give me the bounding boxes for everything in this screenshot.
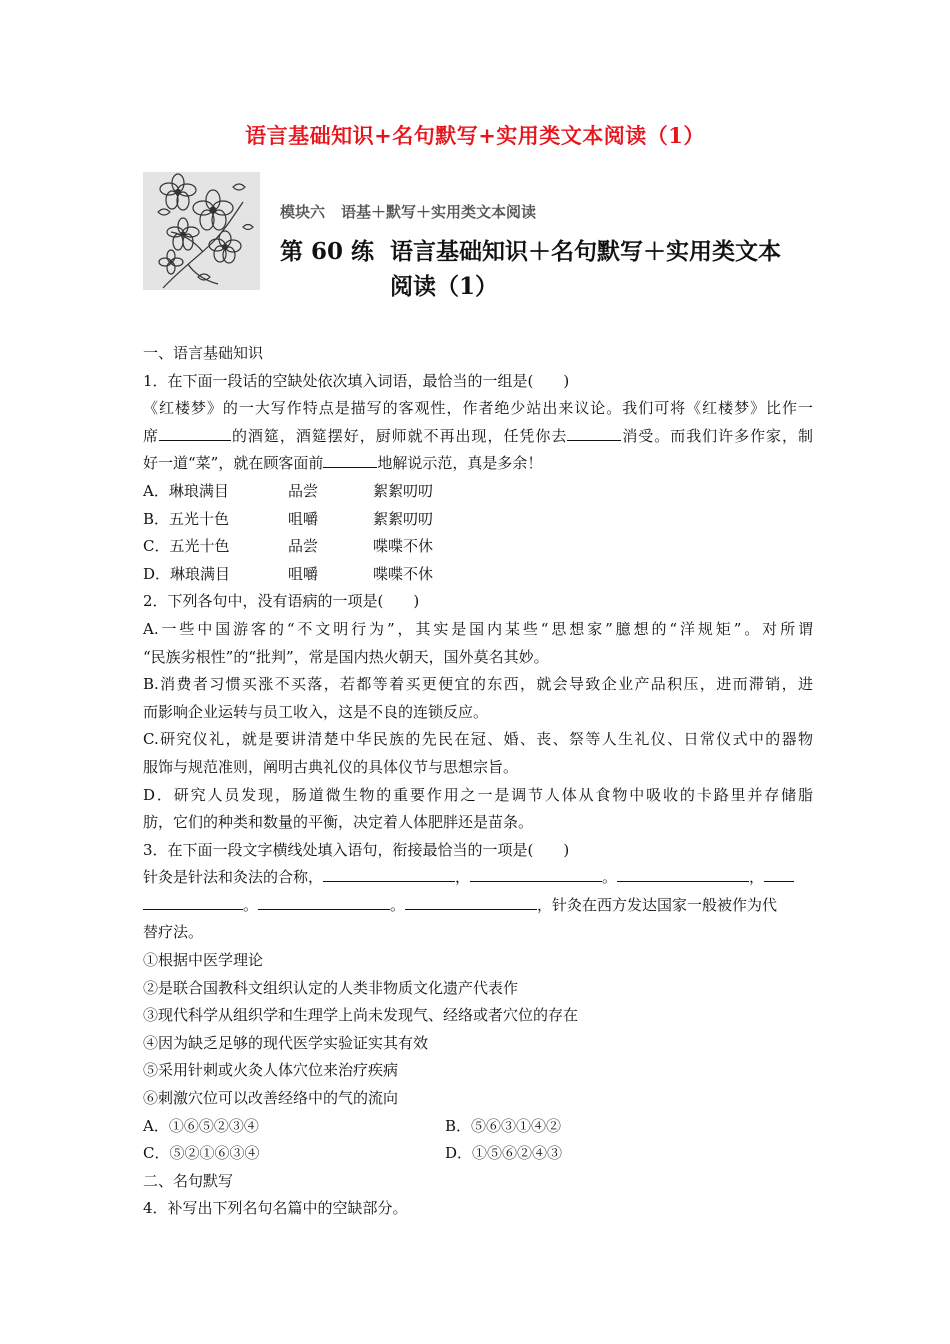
passage-text: 地解说示范，真是多余！	[377, 454, 543, 473]
option-word: 咀嚼	[288, 509, 319, 528]
statement-item: ③现代科学从组织学和生理学上尚未发现气、经络或者穴位的存在	[143, 1006, 579, 1025]
option-d-continued: 肪，它们的种类和数量的平衡，决定着人体肥胖还是苗条。	[143, 813, 534, 832]
option-a: A．①⑥⑤②③④	[143, 1116, 259, 1135]
answer-blank	[323, 865, 455, 882]
statement-item: ①根据中医学理论	[143, 951, 264, 970]
option-b: B．五光十色	[143, 509, 230, 528]
option-b: B．⑤⑥③①④②	[445, 1116, 562, 1135]
answer-blank	[764, 865, 794, 882]
answer-blank	[567, 424, 621, 441]
option-d: D．①⑤⑥②④③	[445, 1144, 563, 1163]
option-row	[143, 1140, 813, 1168]
option-row	[143, 533, 813, 561]
option-row	[143, 561, 813, 589]
option-row	[143, 1113, 813, 1141]
option-c: C．五光十色	[143, 537, 230, 556]
option-c: C.研究仪礼，就是要讲清楚中华民族的先民在冠、婚、丧、祭等人生礼仪、日常仪式中的器物	[143, 730, 813, 749]
passage-text: 席	[143, 426, 159, 445]
lesson-heading	[280, 233, 781, 266]
lesson-title-continued: 阅读（1）	[390, 273, 499, 300]
answer-blank	[405, 893, 537, 910]
option-word: 喋喋不休	[373, 564, 434, 583]
option-word: 喋喋不休	[373, 537, 434, 556]
answer-blank	[258, 893, 390, 910]
module-topic: 语基＋默写＋实用类文本阅读	[341, 203, 537, 221]
passage-line	[143, 450, 813, 478]
module-label	[280, 201, 552, 222]
option-word: 咀嚼	[288, 564, 319, 583]
question-stem: 4．补写出下列名句名篇中的空缺部分。	[143, 1199, 408, 1218]
option-row	[143, 506, 813, 534]
question-stem: 3．在下面一段文字横线处填入语句，衔接最恰当的一项是( )	[143, 840, 570, 859]
option-d: D．琳琅满目	[143, 564, 231, 583]
answer-blank	[159, 424, 231, 441]
passage-line	[143, 423, 813, 451]
module-number: 模块六	[280, 203, 326, 221]
option-row	[143, 478, 813, 506]
statement-item: ⑤采用针刺或火灸人体穴位来治疗疾病	[143, 1061, 399, 1080]
option-a: A．琳琅满目	[143, 481, 229, 500]
option-c-continued: 服饰与规范准则，阐明古典礼仪的具体仪节与思想宗旨。	[143, 757, 519, 776]
passage-line: 替疗法。	[143, 923, 204, 942]
answer-blank	[143, 893, 243, 910]
question-stem: 2．下列各句中，没有语病的一项是( )	[143, 592, 420, 611]
plum-blossom-illustration	[143, 172, 260, 290]
section-heading: 一、语言基础知识	[143, 344, 264, 362]
option-b: B.消费者习惯买涨不买落，若都等着买更便宜的东西，就会导致企业产品积压，进而滞销，进	[143, 675, 813, 694]
option-word: 絮絮叨叨	[373, 481, 434, 500]
passage-line: 。 。 ，针灸在西方发达国家一般被作为代	[143, 892, 813, 920]
passage-text: 的酒筵，酒筵摆好，厨师就不再出现，任凭你去	[230, 426, 568, 445]
statement-item: ⑥刺激穴位可以改善经络中的气的流向	[143, 1089, 399, 1108]
lesson-title: 语言基础知识＋名句默写＋实用类文本	[390, 238, 781, 265]
option-a-continued: “民族劣根性”的“批判”，常是国内热火朝天，国外莫名其妙。	[143, 647, 549, 666]
statement-item: ④因为缺乏足够的现代医学实验证实其有效	[143, 1033, 429, 1052]
option-b-continued: 而影响企业运转与员工收入，这是不良的连锁反应。	[143, 702, 489, 721]
option-word: 品尝	[288, 537, 319, 556]
section-heading: 二、名句默写	[143, 1171, 234, 1190]
option-d: D．研究人员发现，肠道微生物的重要作用之一是调节人体从食物中吸收的卡路里并存储脂	[143, 785, 813, 804]
exercise-content	[143, 340, 813, 1223]
answer-blank	[323, 451, 377, 468]
passage-text: 好一道“菜”，就在顾客面前	[143, 454, 324, 473]
answer-blank	[470, 865, 602, 882]
passage-line: 针灸是针法和灸法的合称， ， 。 ，	[143, 864, 813, 892]
lesson-number: 第 60 练	[280, 238, 375, 265]
option-a: A.一些中国游客的“不文明行为”，其实是国内某些“思想家”臆想的“洋规矩”。对所谓	[143, 619, 813, 638]
answer-blank	[617, 865, 749, 882]
passage-text: 针灸是针法和灸法的合称，	[143, 868, 324, 887]
option-word: 絮絮叨叨	[373, 509, 434, 528]
passage-text: ，针灸在西方发达国家一般被作为代	[537, 895, 778, 914]
statement-item: ②是联合国教科文组织认定的人类非物质文化遗产代表作	[143, 978, 519, 997]
question-stem: 1．在下面一段话的空缺处依次填入词语，最恰当的一组是( )	[143, 371, 570, 390]
passage-line: 《红楼梦》的一大写作特点是描写的客观性，作者绝少站出来议论。我们可将《红楼梦》比作一	[143, 399, 813, 418]
passage-text: 消受。而我们许多作家，制	[621, 426, 813, 445]
flower-icon	[143, 172, 260, 290]
option-c: C．⑤②①⑥③④	[143, 1144, 260, 1163]
option-word: 品尝	[288, 481, 319, 500]
page-title: 语言基础知识+名句默写+实用类文本阅读（1）	[245, 123, 705, 148]
